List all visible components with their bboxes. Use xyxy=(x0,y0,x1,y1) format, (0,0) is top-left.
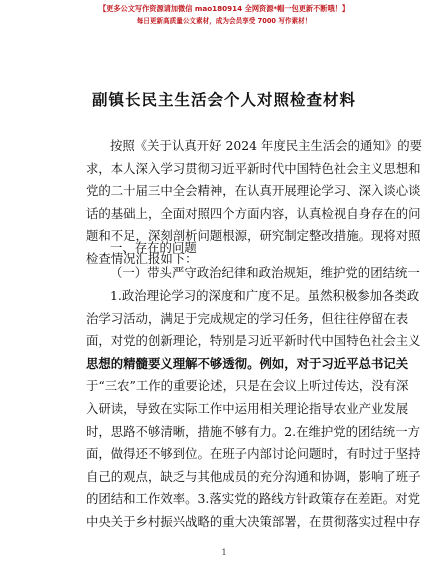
body-line: 面，对党的创新理论，特别是习近平新时代中国特色社会主义 xyxy=(86,333,421,349)
body-paragraph xyxy=(86,285,421,534)
body-line: 的团结和工作效率。3.落实党的路线方针政策存在差距。对党 xyxy=(86,491,420,507)
page-number: 1 xyxy=(221,548,227,557)
document-title: 副镇长民主生活会个人对照检查材料 xyxy=(91,91,356,109)
body-line: 治学习活动，满足于完成规定的学习任务，但往往停留在表 xyxy=(86,310,409,326)
body-line: 面，做得还不够到位。在班子内部讨论问题时，有时过于坚持 xyxy=(86,446,421,462)
promo-banner-line-1: 【更多公文写作资源请加微信 mao180914 全网资源*帽一包更新不断哦！】 xyxy=(98,4,350,13)
section-heading: 一、存在的问题 xyxy=(110,240,197,255)
body-line: 时，思路不够清晰，措施不够有力。2.在维护党的团结统一方 xyxy=(86,423,420,439)
intro-line: 题和不足，深刻剖析问题根源，研究制定整改措施。现将对照 xyxy=(86,228,421,244)
body-line: 思想的精髓要义理解不够透彻。例如，对于习近平总书记关 xyxy=(86,355,409,371)
intro-line: 求，本人深入学习贯彻习近平新时代中国特色社会主义思想和 xyxy=(86,160,421,176)
body-line: 入研读，导致在实际工作中运用相关理论指导农业产业发展 xyxy=(86,400,409,416)
subsection-heading: （一）带头严守政治纪律和政治规矩，维护党的团结统一 xyxy=(110,265,420,280)
intro-line: 党的二十届三中全会精神，在认真开展理论学习、深入谈心谈 xyxy=(86,183,421,199)
body-line: 自己的观点，缺乏与其他成员的充分沟通和协调，影响了班子 xyxy=(86,468,421,484)
body-line: 于“三农”工作的重要论述，只是在会议上听过传达，没有深 xyxy=(86,378,409,394)
promo-banner-line-2: 每日更新高质量公文素材，成为会员享受 7000 写作素材！ xyxy=(136,17,312,25)
intro-line: 话的基础上，全面对照四个方面内容，认真检视自身存在的问 xyxy=(86,205,421,221)
intro-line: 按照《关于认真开好 2024 年度民主生活会的通知》的要 xyxy=(110,138,423,153)
body-line: 1.政治理论学习的深度和广度不足。虽然积极参加各类政 xyxy=(110,288,420,303)
body-line: 中央关于乡村振兴战略的重大决策部署，在贯彻落实过程中存 xyxy=(86,513,421,529)
intro-line: 检查情况汇报如下： xyxy=(86,250,198,266)
